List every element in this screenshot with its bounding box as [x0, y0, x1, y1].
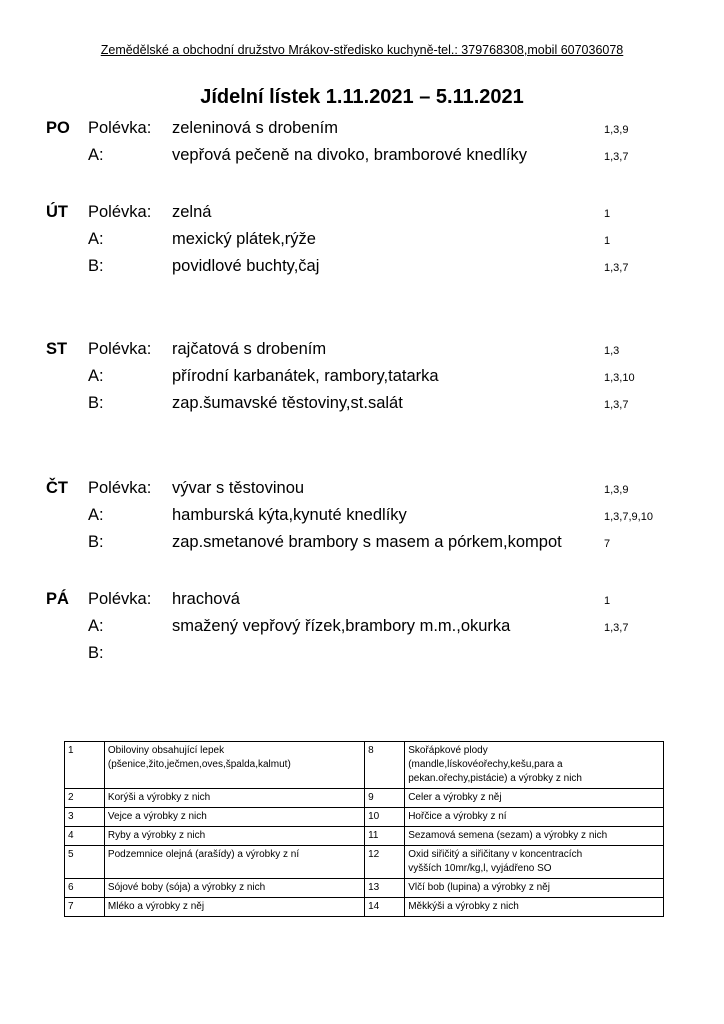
allergen-description: Obiloviny obsahující lepek (pšenice,žito,ječmen,oves,špalda,kalmut)	[104, 742, 364, 789]
allergen-number: 14	[365, 898, 405, 917]
allergen-legend-table	[64, 741, 664, 917]
allergen-number: 2	[65, 789, 105, 808]
item-label: A:	[88, 146, 104, 164]
allergen-codes: 1,3,9	[604, 124, 629, 136]
allergen-number: 12	[365, 846, 405, 879]
dish-name: mexický plátek,rýže	[172, 230, 316, 248]
allergen-codes: 1,3,10	[604, 372, 635, 384]
allergen-codes: 1,3	[604, 345, 620, 357]
menu-row	[0, 203, 724, 227]
dish-name: povidlové buchty,čaj	[172, 257, 320, 275]
allergen-description: Podzemnice olejná (arašídy) a výrobky z ní	[104, 846, 364, 879]
legend-row	[65, 827, 664, 846]
allergen-number: 7	[65, 898, 105, 917]
item-label: B:	[88, 533, 104, 551]
dish-name: smažený vepřový řízek,brambory m.m.,okurka	[172, 617, 511, 635]
item-label: A:	[88, 367, 104, 385]
item-label: Polévka:	[88, 590, 152, 608]
item-label: A:	[88, 617, 104, 635]
legend-row	[65, 789, 664, 808]
allergen-description: Mléko a výrobky z něj	[104, 898, 364, 917]
allergen-number: 4	[65, 827, 105, 846]
allergen-number: 1	[65, 742, 105, 789]
allergen-codes: 1,3,7	[604, 622, 629, 634]
menu-row	[0, 230, 724, 254]
menu-row	[0, 340, 724, 364]
dish-name: vývar s těstovinou	[172, 479, 305, 497]
menu-row	[0, 644, 724, 668]
legend-row	[65, 898, 664, 917]
legend-row	[65, 879, 664, 898]
allergen-number: 3	[65, 808, 105, 827]
allergen-description: Vlčí bob (lupina) a výrobky z něj	[405, 879, 664, 898]
menu-row	[0, 367, 724, 391]
menu-row	[0, 479, 724, 503]
allergen-description: Skořápkové plody (mandle,lískovéořechy,kešu,para a pekan.ořechy,pistácie) a výrobky z nich	[405, 742, 664, 789]
menu-row	[0, 590, 724, 614]
day-label: PÁ	[46, 590, 69, 608]
allergen-number: 13	[365, 879, 405, 898]
allergen-description: Ryby a výrobky z nich	[104, 827, 364, 846]
item-label: B:	[88, 644, 104, 662]
menu-row	[0, 533, 724, 557]
menu-row	[0, 506, 724, 530]
menu-row	[0, 146, 724, 170]
allergen-codes: 7	[604, 538, 611, 550]
dish-name: zeleninová s drobením	[172, 119, 339, 137]
allergen-codes: 1,3,9	[604, 484, 629, 496]
item-label: Polévka:	[88, 340, 152, 358]
allergen-number: 11	[365, 827, 405, 846]
allergen-description: Vejce a výrobky z nich	[104, 808, 364, 827]
dish-name: hrachová	[172, 590, 240, 608]
dish-name: vepřová pečeně na divoko, bramborové knedlíky	[172, 146, 527, 164]
dish-name: přírodní karbanátek, rambory,tatarka	[172, 367, 439, 385]
allergen-description: Korýši a výrobky z nich	[104, 789, 364, 808]
item-label: B:	[88, 257, 104, 275]
allergen-description: Sójové boby (sója) a výrobky z nich	[104, 879, 364, 898]
allergen-number: 6	[65, 879, 105, 898]
item-label: Polévka:	[88, 479, 152, 497]
allergen-description: Celer a výrobky z něj	[405, 789, 664, 808]
allergen-description: Měkkýši a výrobky z nich	[405, 898, 664, 917]
day-label: ČT	[46, 479, 68, 497]
dish-name: zap.šumavské těstoviny,st.salát	[172, 394, 403, 412]
allergen-codes: 1,3,7	[604, 262, 629, 274]
legend-row	[65, 846, 664, 879]
item-label: A:	[88, 230, 104, 248]
day-label: ÚT	[46, 203, 68, 221]
allergen-codes: 1	[604, 235, 611, 247]
document-header: Zemědělské a obchodní družstvo Mrákov-středisko kuchyně-tel.: 379768308,mobil 607036078	[100, 43, 624, 57]
legend-row	[65, 808, 664, 827]
dish-name: zelná	[172, 203, 212, 221]
item-label: Polévka:	[88, 203, 152, 221]
allergen-number: 9	[365, 789, 405, 808]
item-label: Polévka:	[88, 119, 152, 137]
dish-name: rajčatová s drobením	[172, 340, 327, 358]
allergen-codes: 1	[604, 208, 611, 220]
allergen-description: Hořčice a výrobky z ní	[405, 808, 664, 827]
allergen-number: 8	[365, 742, 405, 789]
day-label: PO	[46, 119, 70, 137]
allergen-codes: 1	[604, 595, 611, 607]
allergen-codes: 1,3,7,9,10	[604, 511, 653, 523]
menu-row	[0, 119, 724, 143]
item-label: A:	[88, 506, 104, 524]
dish-name: zap.smetanové brambory s masem a pórkem,kompot	[172, 533, 562, 551]
menu-row	[0, 257, 724, 281]
allergen-number: 5	[65, 846, 105, 879]
day-label: ST	[46, 340, 68, 358]
legend-row	[65, 742, 664, 789]
allergen-description: Sezamová semena (sezam) a výrobky z nich	[405, 827, 664, 846]
allergen-description: Oxid siřičitý a siřičitany v koncentracích vyšších 10mr/kg,l, vyjádřeno SO	[405, 846, 664, 879]
allergen-number: 10	[365, 808, 405, 827]
menu-row	[0, 617, 724, 641]
page-title: Jídelní lístek 1.11.2021 – 5.11.2021	[200, 86, 524, 108]
menu-row	[0, 394, 724, 418]
allergen-codes: 1,3,7	[604, 399, 629, 411]
dish-name: hamburská kýta,kynuté knedlíky	[172, 506, 407, 524]
item-label: B:	[88, 394, 104, 412]
allergen-codes: 1,3,7	[604, 151, 629, 163]
